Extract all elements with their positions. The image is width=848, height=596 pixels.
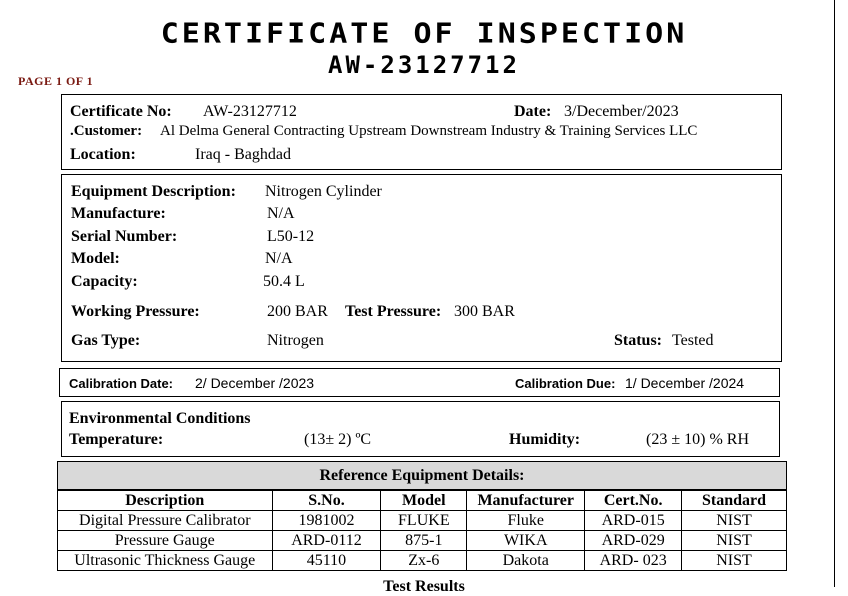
working-pressure-label: Working Pressure: <box>71 303 200 320</box>
equipment-description-label: Equipment Description: <box>71 183 236 200</box>
test-pressure-label: Test Pressure: <box>345 303 442 320</box>
column-header-manufacturer: Manufacturer <box>467 491 585 511</box>
environment-heading: Environmental Conditions <box>69 410 251 427</box>
model-value: N/A <box>265 250 293 267</box>
status-label: Status: <box>614 332 663 349</box>
table-cell: 45110 <box>272 551 381 571</box>
table-row <box>58 531 787 551</box>
capacity-label: Capacity: <box>71 273 138 290</box>
cert-no-value: AW-23127712 <box>203 103 297 120</box>
column-header-standard: Standard <box>682 491 787 511</box>
equipment-description-value: Nitrogen Cylinder <box>265 183 382 200</box>
table-row <box>58 511 787 531</box>
table-cell: NIST <box>682 551 787 571</box>
certificate-info-box <box>61 94 782 170</box>
table-cell: Dakota <box>467 551 585 571</box>
calibration-due-label: Calibration Due: <box>515 376 616 391</box>
location-label: Location: <box>70 146 136 163</box>
page-edge-line <box>834 0 835 587</box>
customer-label: .Customer: <box>70 123 143 139</box>
column-header-serial-no: S.No. <box>272 491 381 511</box>
customer-value: Al Delma General Contracting Upstream Downstream Industry & Training Services LLC <box>160 123 698 139</box>
manufacture-label: Manufacture: <box>71 205 166 222</box>
table-cell: Pressure Gauge <box>58 531 273 551</box>
certificate-code-heading: AW-23127712 <box>328 51 520 79</box>
column-header-model: Model <box>381 491 467 511</box>
calibration-date-value: 2/ December /2023 <box>195 375 315 391</box>
table-cell: NIST <box>682 511 787 531</box>
document-title: CERTIFICATE OF INSPECTION <box>160 17 688 50</box>
table-cell: 875-1 <box>381 531 467 551</box>
humidity-label: Humidity: <box>509 431 581 448</box>
calibration-due-value: 1/ December /2024 <box>625 375 745 391</box>
model-label: Model: <box>71 250 120 267</box>
environmental-conditions-box <box>61 401 780 457</box>
reference-equipment-table <box>57 490 787 571</box>
column-header-cert-no: Cert.No. <box>585 491 682 511</box>
table-cell: ARD-029 <box>585 531 682 551</box>
table-cell: NIST <box>682 531 787 551</box>
column-header-description: Description <box>58 491 273 511</box>
table-cell: Fluke <box>467 511 585 531</box>
calibration-box <box>59 368 780 397</box>
date-value: 3/December/2023 <box>564 103 679 120</box>
table-cell: Zx-6 <box>381 551 467 571</box>
table-cell: FLUKE <box>381 511 467 531</box>
status-value: Tested <box>672 332 714 349</box>
table-cell: Ultrasonic Thickness Gauge <box>58 551 273 571</box>
equipment-info-box <box>61 174 782 362</box>
temperature-value: (13± 2) ºC <box>304 431 372 448</box>
table-row <box>58 551 787 571</box>
table-cell: ARD-015 <box>585 511 682 531</box>
working-pressure-value: 200 BAR <box>267 303 328 320</box>
test-pressure-value: 300 BAR <box>454 303 515 320</box>
serial-number-label: Serial Number: <box>71 228 178 245</box>
capacity-value: 50.4 L <box>263 273 305 290</box>
table-cell: Digital Pressure Calibrator <box>58 511 273 531</box>
temperature-label: Temperature: <box>69 431 164 448</box>
table-header-row <box>58 491 787 511</box>
serial-number-value: L50-12 <box>267 228 315 245</box>
gas-type-label: Gas Type: <box>71 332 141 349</box>
table-cell: ARD-0112 <box>272 531 381 551</box>
location-value: Iraq - Baghdad <box>195 146 291 163</box>
humidity-value: (23 ± 10) % RH <box>646 431 749 448</box>
reference-equipment-title: Reference Equipment Details: <box>57 461 787 490</box>
test-results-heading: Test Results <box>383 578 465 595</box>
table-cell: WIKA <box>467 531 585 551</box>
manufacture-value: N/A <box>267 205 295 222</box>
gas-type-value: Nitrogen <box>267 332 324 349</box>
date-label: Date: <box>514 103 552 120</box>
cert-no-label: Certificate No: <box>70 103 172 120</box>
table-cell: ARD- 023 <box>585 551 682 571</box>
calibration-date-label: Calibration Date: <box>69 376 174 391</box>
page-indicator: PAGE 1 OF 1 <box>18 74 94 88</box>
table-cell: 1981002 <box>272 511 381 531</box>
